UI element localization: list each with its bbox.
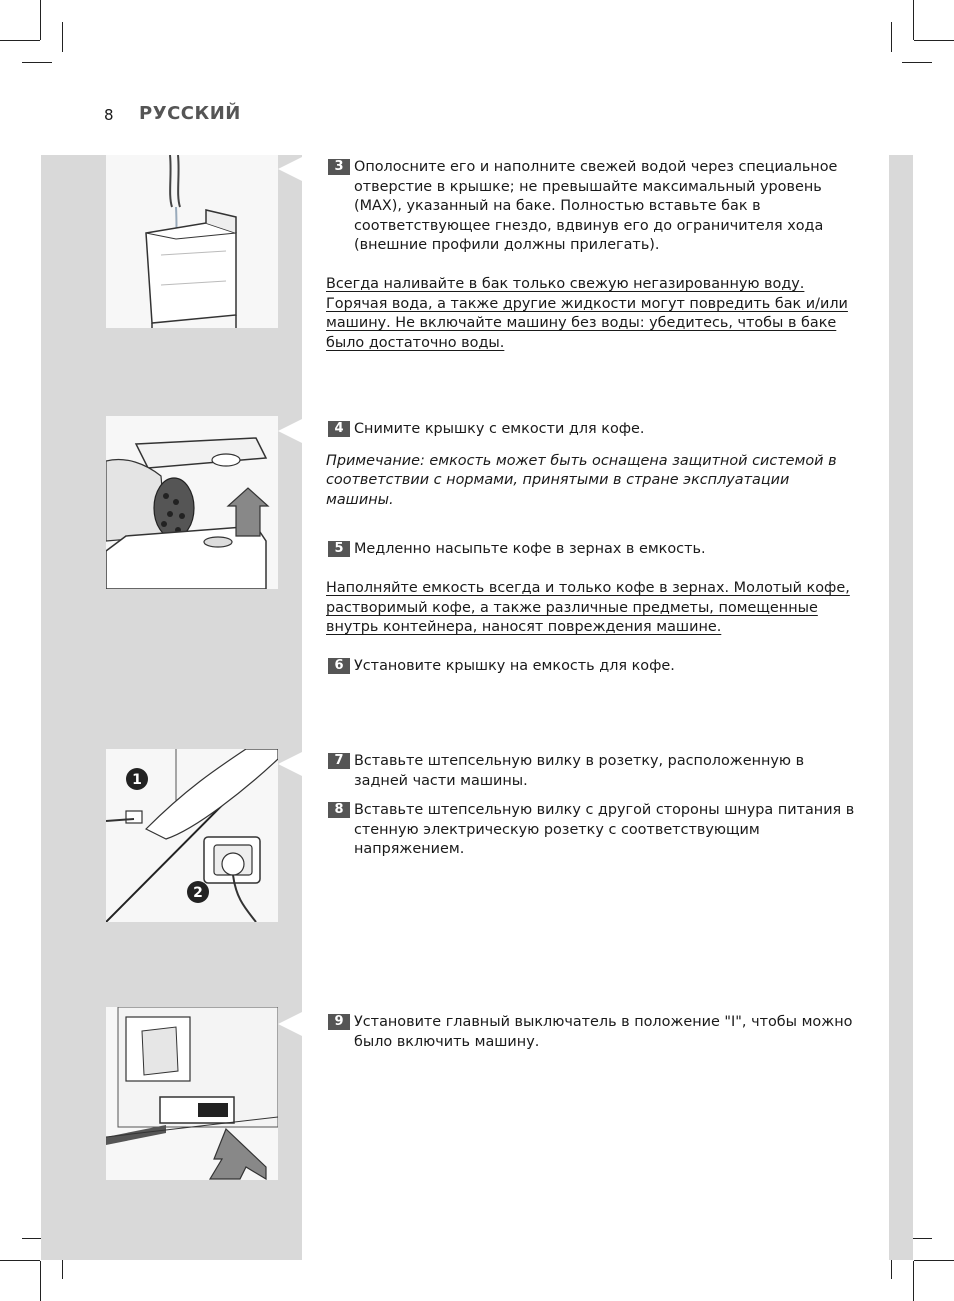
crop-mark (0, 40, 40, 41)
water-tank-illustration (106, 155, 278, 328)
crop-mark (914, 1260, 954, 1261)
right-margin-band (889, 155, 913, 1260)
warning-text: Наполняйте емкость всегда и только кофе в зернах. Молотый кофе, растворимый кофе, а также различные предметы, помещенные внутрь контейнера, наносят повреждения машине. (326, 579, 850, 636)
step-item (326, 420, 856, 440)
step-item (326, 801, 856, 860)
page-number: 8 (104, 106, 114, 124)
power-plug-illustration (106, 749, 278, 922)
crop-mark (902, 62, 932, 63)
crop-mark (914, 40, 954, 41)
note-text: Примечание: емкость может быть оснащена защитной системой в соответствии с нормами, принятыми в стране эксплуатации машины. (326, 452, 837, 508)
step-number-badge: 8 (328, 802, 350, 818)
pointer-notch (278, 752, 302, 776)
warning-text: Всегда наливайте в бак только свежую негазированную воду. Горячая вода, а также другие жидкости могут повредить бак и/или машину. Не включайте машину без воды: убедитесь, чтобы в баке было достаточно воды. (326, 275, 848, 351)
step-text: Вставьте штепсельную вилку в розетку, расположенную в задней части машины. (354, 753, 805, 789)
step-block-water-tank (326, 158, 856, 353)
step-block-power (326, 752, 856, 860)
step-number-badge: 7 (328, 753, 350, 769)
step-text: Снимите крышку с емкости для кофе. (354, 421, 645, 437)
step-text: Медленно насыпьте кофе в зернах в емкость. (354, 541, 706, 558)
page-title: РУССКИЙ (139, 103, 241, 124)
step-text: Вставьте штепсельную вилку с другой стороны шнура питания в стенную электрическую розетку с соответствующим напряжением. (354, 802, 855, 858)
step-item (326, 657, 856, 677)
crop-mark (62, 22, 63, 52)
step-text: Ополосните его и наполните свежей водой через специальное отверстие в крышке; не превышайте максимальный уровень (MAX), указанный на баке. Полностью вставьте бак в соответствующее гнездо, вдвинув его до ограничителя хода (внешние профили должны прилегать). (354, 159, 838, 254)
crop-mark (40, 1261, 41, 1301)
coffee-bean-container-illustration (106, 416, 278, 589)
step-item (326, 752, 856, 791)
callout-label: 1 (132, 772, 142, 788)
step-number-badge: 6 (328, 658, 350, 674)
pointer-notch (278, 157, 302, 181)
step-item (326, 540, 856, 560)
main-switch-illustration (106, 1007, 278, 1180)
step-number-badge: 3 (328, 159, 350, 175)
crop-mark (0, 1260, 40, 1261)
step-number-badge: 5 (328, 541, 350, 557)
crop-mark (22, 62, 52, 63)
crop-mark (913, 0, 914, 40)
step-text: Установите крышку на емкость для кофе. (354, 657, 675, 674)
crop-mark (891, 22, 892, 52)
step-text: Установите главный выключатель в положение "I", чтобы можно было включить машину. (354, 1014, 853, 1050)
crop-mark (913, 1261, 914, 1301)
pointer-notch (278, 1012, 302, 1036)
step-item (326, 158, 856, 256)
pointer-notch (278, 419, 302, 443)
step-number-badge: 4 (328, 421, 350, 437)
step-block-coffee (326, 420, 856, 676)
step-block-main-switch (326, 1013, 856, 1052)
step-item (326, 1013, 856, 1052)
callout-label: 2 (193, 885, 203, 901)
crop-mark (40, 0, 41, 40)
step-number-badge: 9 (328, 1014, 350, 1030)
